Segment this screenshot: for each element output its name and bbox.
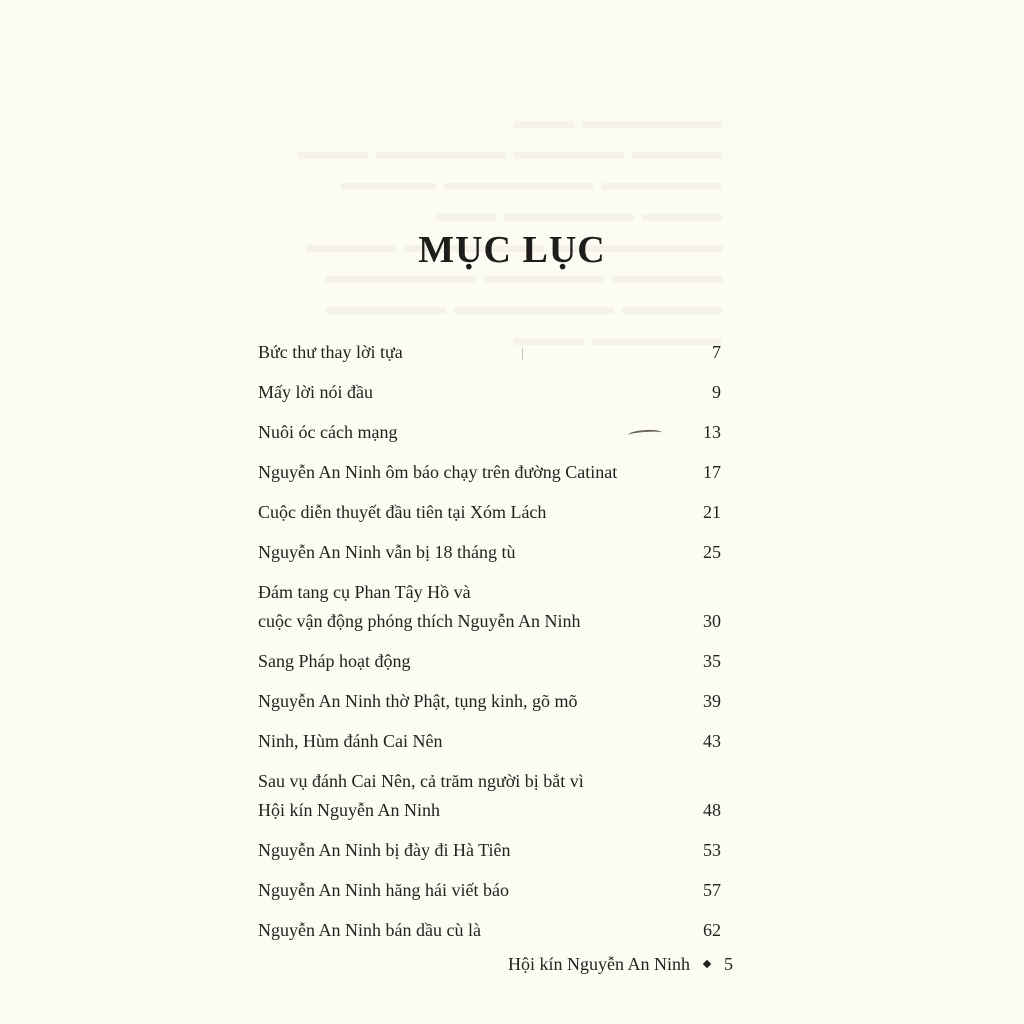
toc-entry-page: 48 (703, 800, 721, 820)
toc-entry (258, 727, 721, 756)
toc-entry-page: 13 (703, 422, 721, 442)
footer-book-title: Hội kín Nguyễn An Ninh (508, 954, 690, 974)
toc-entry-title: Bức thư thay lời tựa (258, 342, 403, 362)
toc-entry (258, 378, 721, 407)
toc-entry (258, 338, 721, 367)
toc-entry (258, 916, 721, 945)
toc-entry-page: 35 (703, 651, 721, 671)
toc-entry-page: 9 (712, 382, 721, 402)
toc-entry-title: Mấy lời nói đầu (258, 382, 374, 402)
toc-entry-title: Nguyễn An Ninh bị đày đi Hà Tiên (258, 840, 511, 860)
toc-entry-title: Hội kín Nguyễn An Ninh (258, 800, 440, 820)
toc-entry-title: Nguyễn An Ninh vẫn bị 18 tháng tù (258, 542, 516, 562)
toc-entry (258, 578, 721, 636)
toc-entry-page: 62 (703, 920, 721, 940)
toc-entry (258, 458, 721, 487)
toc-entry-title: Nguyễn An Ninh ôm báo chạy trên đường Catinat (258, 462, 618, 482)
toc-entry-title: Ninh, Hùm đánh Cai Nên (258, 731, 443, 751)
toc-entry-title: Sang Pháp hoạt động (258, 651, 411, 671)
diamond-icon (703, 960, 711, 968)
toc-entry-title: Sau vụ đánh Cai Nên, cả trăm người bị bắt vì (258, 771, 584, 791)
toc-entry-page: 25 (703, 542, 721, 562)
toc-entry-title: Nguyễn An Ninh thờ Phật, tụng kinh, gõ mõ (258, 691, 578, 711)
toc-entry-page: 43 (703, 731, 721, 751)
toc-entry-title: Nguyễn An Ninh hăng hái viết báo (258, 880, 509, 900)
toc-entry-title: cuộc vận động phóng thích Nguyễn An Ninh (258, 611, 581, 631)
toc-entry-title: Nuôi óc cách mạng (258, 422, 398, 442)
toc-entry (258, 687, 721, 716)
toc-entry-page: 57 (703, 880, 721, 900)
toc-entry-page: 21 (703, 502, 721, 522)
toc-entry (258, 767, 721, 825)
toc-entry (258, 498, 721, 527)
toc-entry-page: 30 (703, 611, 721, 631)
toc-entry (258, 418, 721, 447)
toc-entry-page: 7 (712, 342, 721, 362)
toc-entry-page: 17 (703, 462, 721, 482)
table-of-contents (258, 338, 721, 945)
running-footer (508, 949, 733, 979)
toc-entry-title: Cuộc diễn thuyết đầu tiên tại Xóm Lách (258, 502, 547, 522)
footer-page-number: 5 (724, 954, 733, 974)
toc-entry (258, 836, 721, 865)
toc-entry (258, 876, 721, 905)
toc-entry-page: 53 (703, 840, 721, 860)
toc-entry-title: Đám tang cụ Phan Tây Hồ và (258, 582, 471, 602)
toc-entry (258, 647, 721, 676)
toc-entry-title: Nguyễn An Ninh bán dầu cù là (258, 920, 481, 940)
toc-entry-page: 39 (703, 691, 721, 711)
toc-entry (258, 538, 721, 567)
page-title: MỤC LỤC (418, 229, 606, 271)
